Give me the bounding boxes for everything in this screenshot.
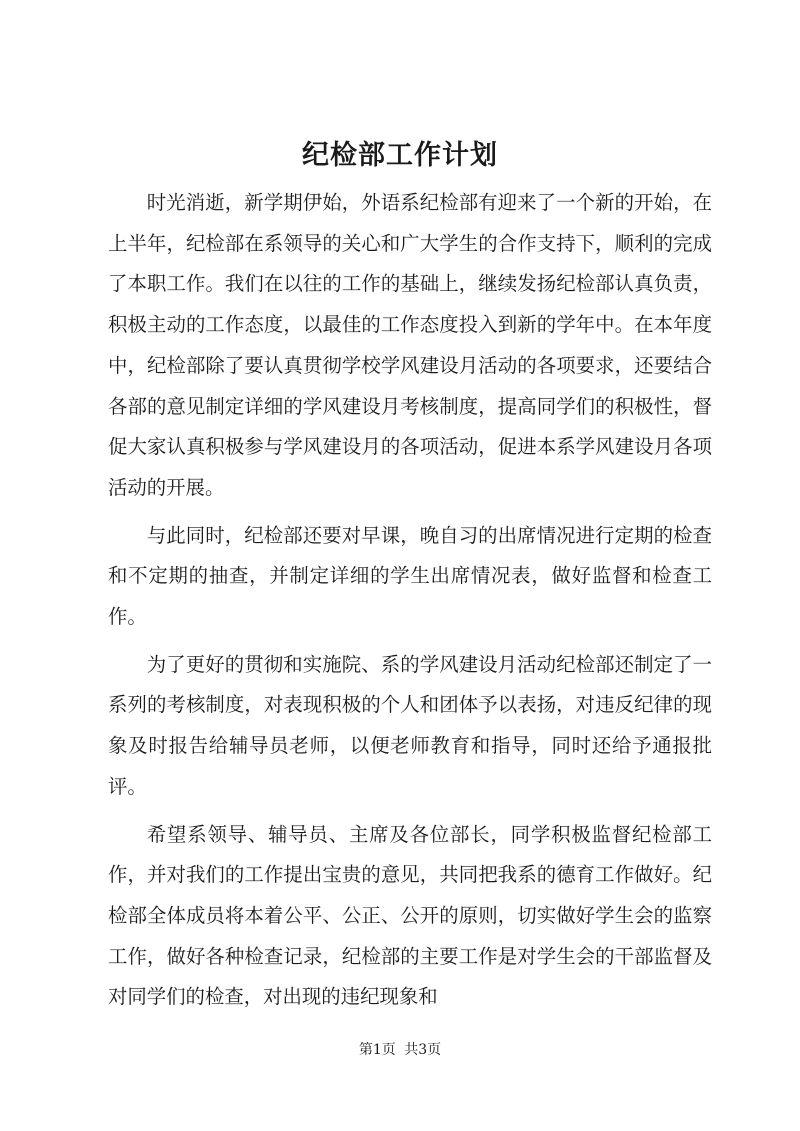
- paragraph-1: 时光消逝，新学期伊始，外语系纪检部有迎来了一个新的开始，在上半年，纪检部在系领导的关心和广大学生的合作支持下，顺利的完成了本职工作。我们在以往的工作的基础上，继续发扬纪检部认真负责，积极主动的工作态度，以最佳的工作态度投入到新的学年中。在本年度中，纪检部除了要认真贯彻学校学风建设月活动的各项要求，还要结合各部的意见制定详细的学风建设月考核制度，提高同学们的积极性，督促大家认真积极参与学风建设月的各项活动，促进本系学风建设月各项活动的开展。: [108, 191, 712, 499]
- document-title: 纪检部工作计划: [302, 140, 498, 171]
- page-number: 第1页: [358, 1042, 396, 1058]
- paragraph-2: 与此同时，纪检部还要对早课，晚自习的出席情况进行定期的检查和不定期的抽查，并制定详细的学生出席情况表，做好监督和检查工作。: [108, 523, 712, 629]
- paragraph-3: 为了更好的贯彻和实施院、系的学风建设月活动纪检部还制定了一系列的考核制度，对表现积极的个人和团体予以表扬，对违反纪律的现象及时报告给辅导员老师，以便老师教育和指导，同时还给予通报批评。: [108, 652, 712, 798]
- page-footer: [0, 1040, 800, 1060]
- paragraph-4: 希望系领导、辅导员、主席及各位部长，同学积极监督纪检部工作，并对我们的工作提出宝贵的意见，共同把我系的德育工作做好。纪检部全体成员将本着公平、公正、公开的原则，切实做好学生会的监察工作，做好各种检查记录，纪检部的主要工作是对学生会的干部监督及对同学们的检查，对出现的违纪现象和: [108, 822, 712, 1009]
- document-body: [108, 183, 712, 1025]
- page-total: 共3页: [404, 1042, 442, 1058]
